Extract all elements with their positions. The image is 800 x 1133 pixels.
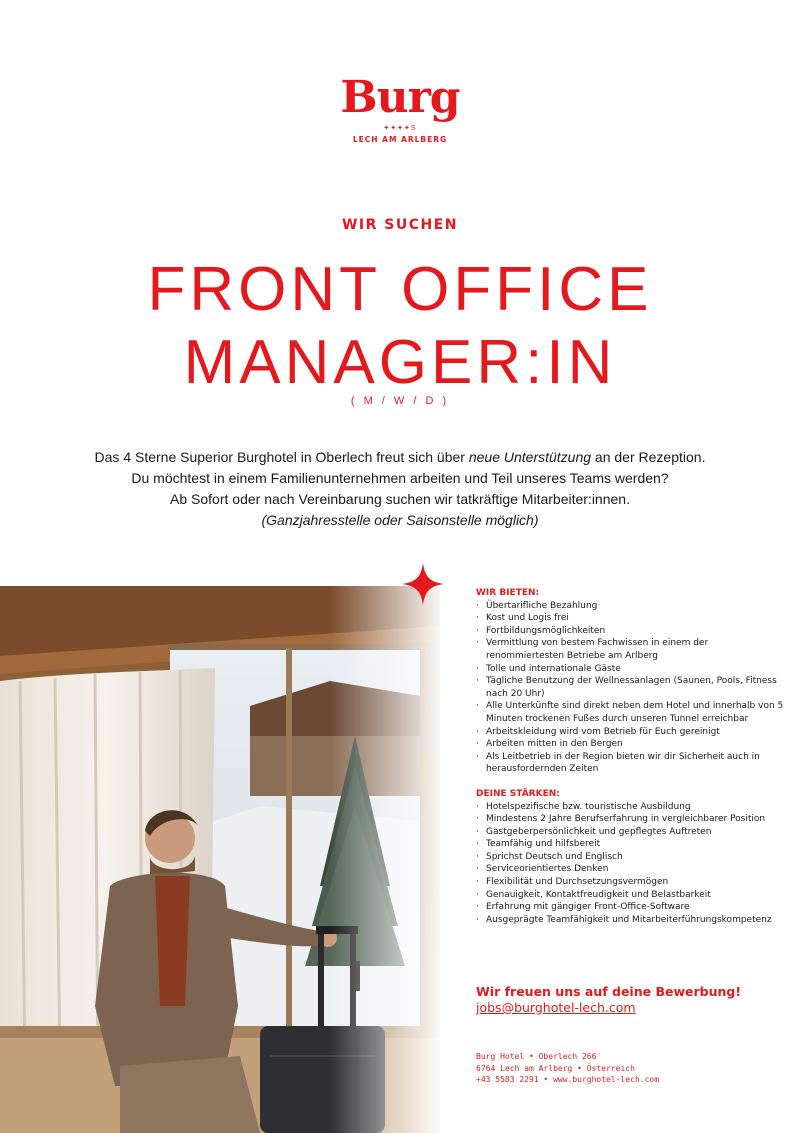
intro-line1-end: an der Rezeption. <box>591 449 706 465</box>
offer-heading: WIR BIETEN: <box>476 588 540 598</box>
logo-place: LECH AM ARLBERG <box>352 135 448 144</box>
list-item: · Sprichst Deutsch und Englisch <box>476 851 786 864</box>
four-point-star-icon <box>402 563 444 605</box>
list-item: · Tägliche Benutzung der Wellnessanlagen (Saunen, Pools, Fitness nach 20 Uhr) <box>476 675 786 700</box>
job-title-line1: FRONT OFFICE <box>147 255 653 324</box>
address-line1: Burg Hotel • Oberlech 266 <box>476 1052 597 1061</box>
application-cta: Wir freuen uns auf deine Bewerbung! <box>476 984 742 999</box>
photo-illustration <box>0 586 440 1133</box>
hotel-address <box>476 1051 786 1086</box>
list-item: · Genauigkeit, Kontaktfreudigkeit und Belastbarkeit <box>476 889 786 902</box>
hotel-logo <box>0 72 800 146</box>
list-item: · Teamfähig und hilfsbereit <box>476 838 786 851</box>
list-item: · Arbeiten mitten in den Bergen <box>476 738 786 751</box>
intro-line4 <box>40 510 760 531</box>
intro-line1-start: Das 4 Sterne Superior Burghotel in Oberlech freut sich über <box>94 449 469 465</box>
intro-line1-emphasis: neue Unterstützung <box>468 449 592 465</box>
list-item: · Serviceorientiertes Denken <box>476 863 786 876</box>
gender-note: ( M / W / D ) <box>350 395 450 407</box>
list-item: · Vermittlung von bestem Fachwissen in einem der renommiertesten Betriebe am Arlberg <box>476 637 786 662</box>
kicker: WIR SUCHEN <box>341 217 459 233</box>
logo-stars: ✦✦✦✦S <box>383 125 417 132</box>
list-item: · Arbeitskleidung wird vom Betrieb für Euch gereinigt <box>476 726 786 739</box>
intro-line3: Ab Sofort oder nach Vereinbarung suchen wir tatkräftige Mitarbeiter:innen. <box>170 491 630 507</box>
intro-text <box>40 447 760 531</box>
list-item: · Fortbildungsmöglichkeiten <box>476 625 786 638</box>
list-item: · Gastgeberpersönlichkeit und gepflegtes Auftreten <box>476 826 786 839</box>
intro-line4-text: (Ganzjahresstelle oder Saisonstelle möglich) <box>261 512 539 528</box>
intro-line1 <box>40 447 760 468</box>
list-item: · Hotelspezifische bzw. touristische Ausbildung <box>476 801 786 814</box>
list-item: · Erfahrung mit gängiger Front-Office-Software <box>476 901 786 914</box>
list-item: · Ausgeprägte Teamfähigkeit und Mitarbeiterführungskompetenz <box>476 914 786 927</box>
list-item: · Als Leitbetrieb in der Region bieten wir dir Sicherheit auch in herausfordernden Zeiten <box>476 751 786 776</box>
strengths-list <box>476 801 786 927</box>
list-item: · Flexibilität und Durchsetzungsvermögen <box>476 876 786 889</box>
hotel-photo <box>0 586 440 1133</box>
job-title <box>0 253 800 399</box>
list-item: · Alle Unterkünfte sind direkt neben dem Hotel und innerhalb von 5 Minuten trockenen Fußes durch unseren Tunnel erreichbar <box>476 700 786 725</box>
strengths-heading: DEINE STÄRKEN: <box>476 788 560 799</box>
address-line2: 6764 Lech am Arlberg • Österreich <box>476 1063 635 1073</box>
logo-wordmark: Burg <box>340 72 460 123</box>
list-item: · Übertarifliche Bezahlung <box>476 600 786 613</box>
email-link[interactable]: jobs@burghotel-lech.com <box>476 1000 636 1015</box>
job-title-line2: MANAGER:IN <box>183 328 617 397</box>
list-item: · Tolle und internationale Gäste <box>476 663 786 676</box>
intro-line2: Du möchtest in einem Familienunternehmen arbeiten und Teil unseres Teams werden? <box>131 470 669 486</box>
address-line3: +43 5583 2291 • www.burghotel-lech.com <box>476 1075 660 1084</box>
offer-list <box>476 600 786 776</box>
list-item: · Kost und Logis frei <box>476 612 786 625</box>
list-item: · Mindestens 2 Jahre Berufserfahrung in vergleichbarer Position <box>476 813 786 826</box>
details-column <box>476 587 786 926</box>
